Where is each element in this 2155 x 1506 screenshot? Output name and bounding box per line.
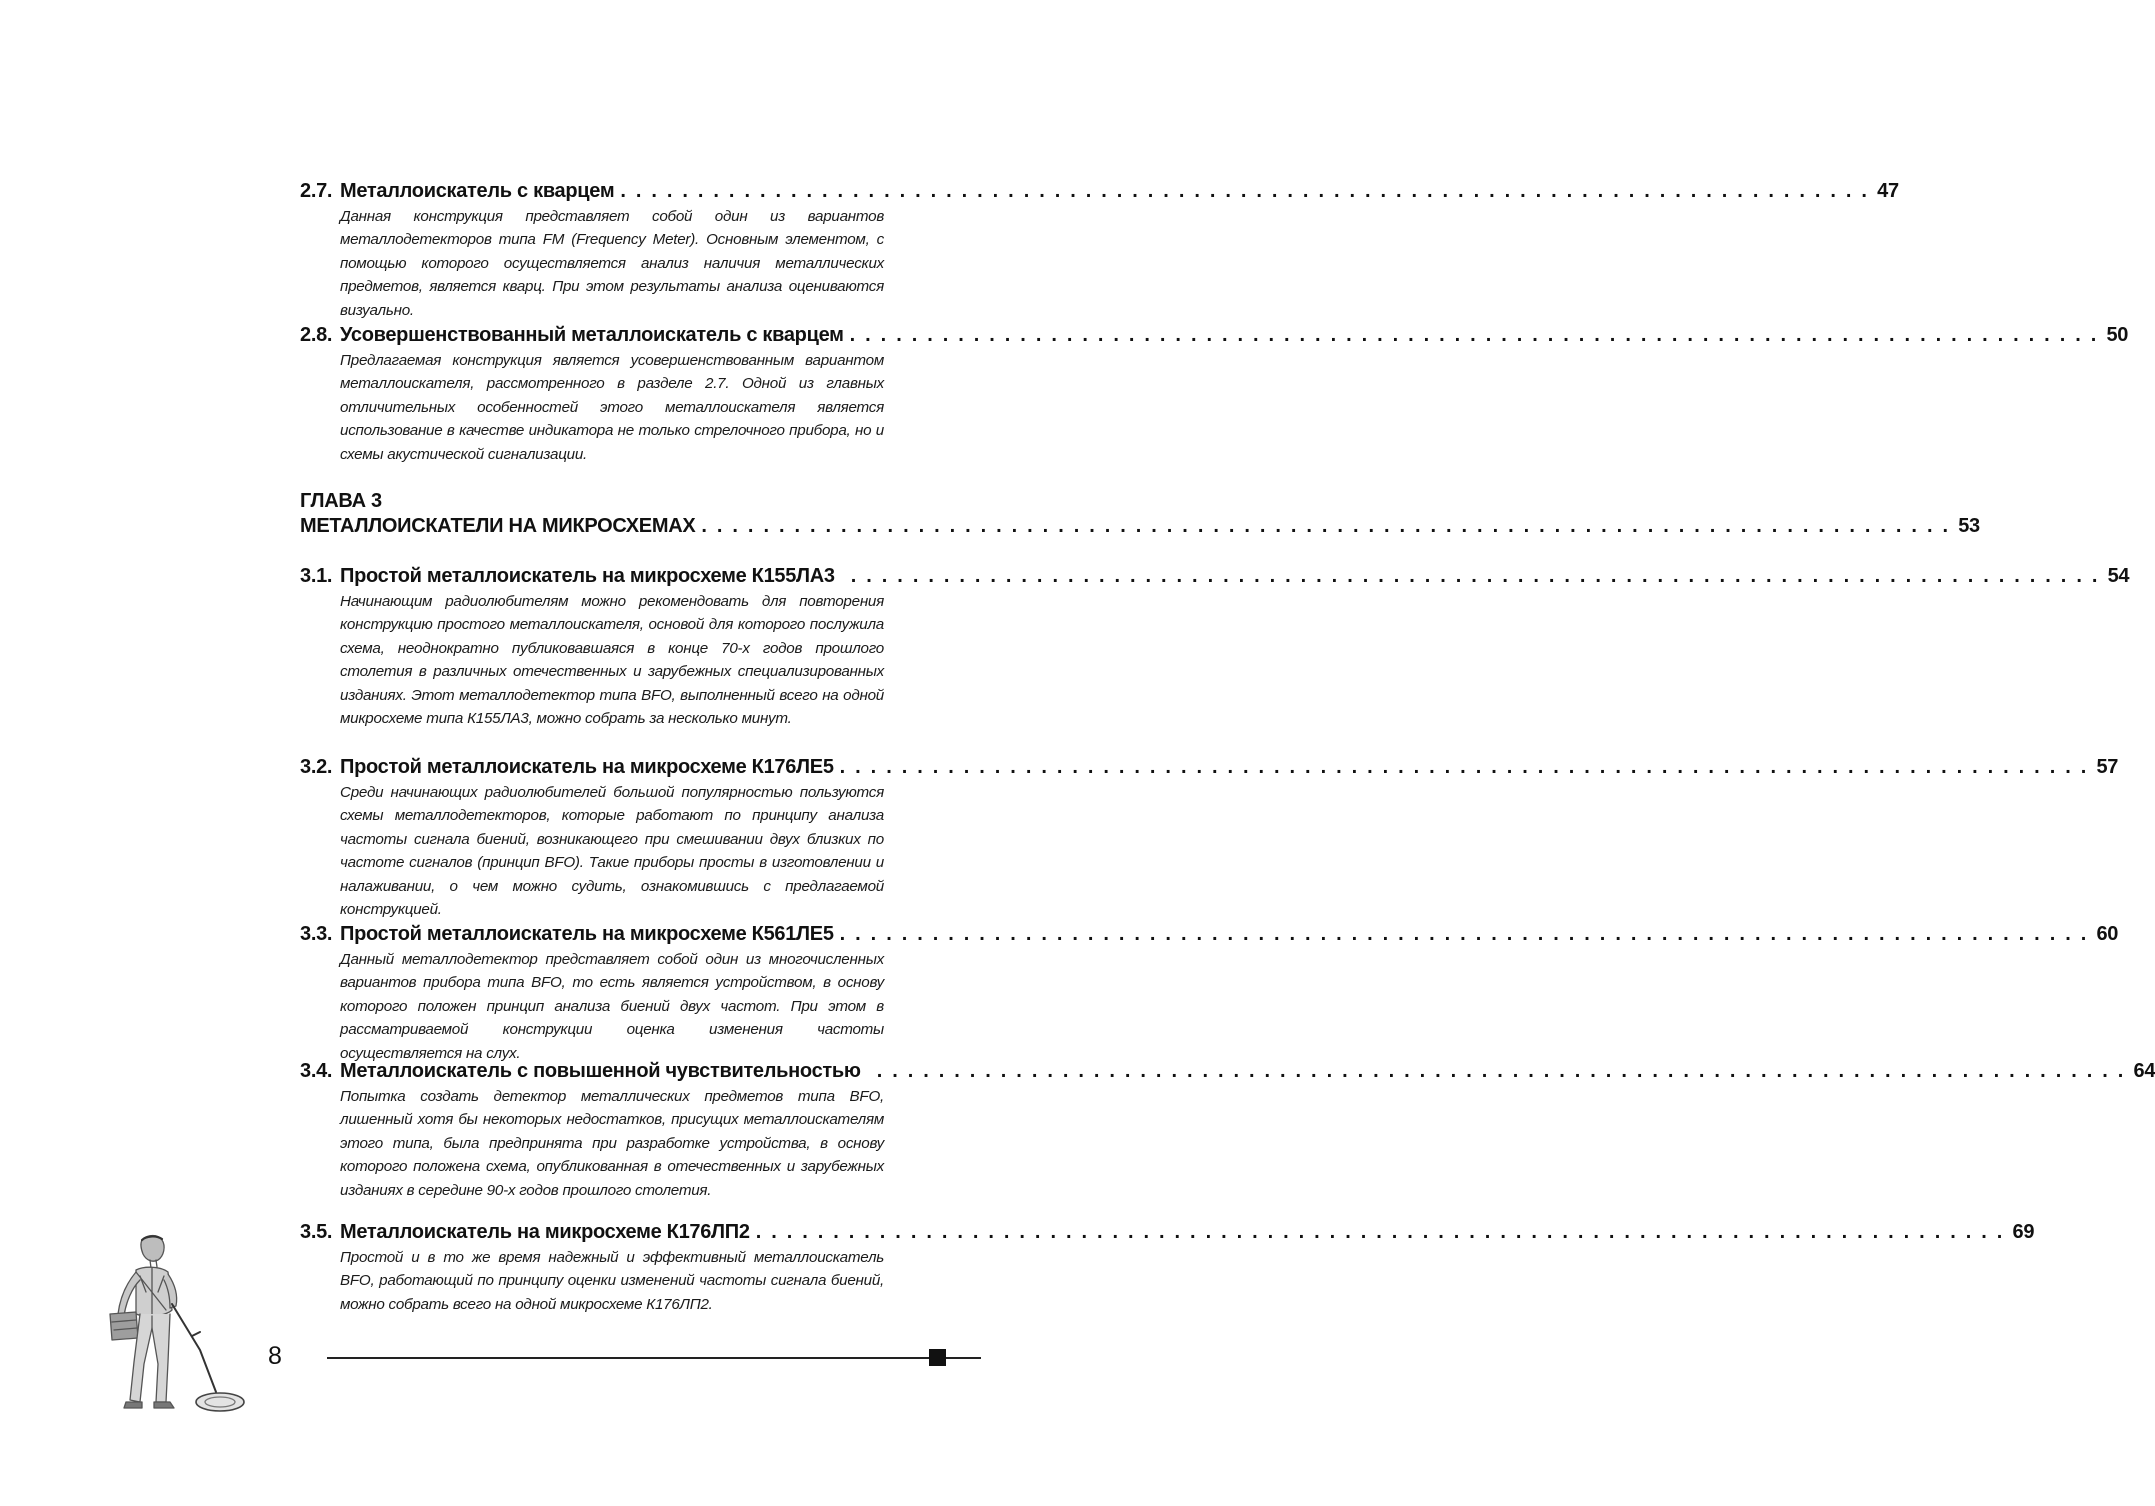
metal-detector-person-illustration xyxy=(96,1232,276,1422)
section-number: 3.3. xyxy=(300,923,333,945)
section-title: Усовершенствованный металлоискатель с кварцем xyxy=(340,324,844,346)
dot-leader: . . . . . . . . . . . . . . . . . . . . . . . . . . . . . . . . . . . . . . . . . . . . . . . . . . . . . . . . . . . . . . . . . . . . . . . . . . . . . . . . . xyxy=(839,923,2089,945)
page-number: 69 xyxy=(2012,1221,2035,1243)
toc-entry-heading xyxy=(300,1219,2035,1245)
footer-rule xyxy=(327,1357,981,1359)
toc-entry-heading xyxy=(300,563,2130,589)
toc-entry-heading xyxy=(300,1058,2155,1084)
toc-entry-heading xyxy=(300,921,2119,947)
page-number: 64 xyxy=(2133,1060,2155,1082)
toc-entry-heading xyxy=(300,754,2119,780)
chapter-heading xyxy=(300,489,1980,539)
dot-leader: . . . . . . . . . . . . . . . . . . . . . . . . . . . . . . . . . . . . . . . . . . . . . . . . . . . . . . . . . . . . . . . . . . . . . . . . . . . . . . . . . xyxy=(849,324,2099,346)
page-number: 57 xyxy=(2096,756,2119,778)
section-description: Данный металлодетектор представляет собой один из многочисленных вариантов прибора типа BFO, то есть является устройством, в основу которого положен принцип анализа биений двух частот. При этом в рассматриваемой конструкции оценка изменения частоты осуществляется на слух. xyxy=(340,951,884,1062)
dot-leader: . . . . . . . . . . . . . . . . . . . . . . . . . . . . . . . . . . . . . . . . . . . . . . . . . . . . . . . . . . . . . . . . . . . . . . . . . . . . . . . . . xyxy=(755,1221,2005,1243)
section-title: Простой металлоискатель на микросхеме К561ЛЕ5 xyxy=(340,923,834,945)
page-number-footer: 8 xyxy=(268,1342,282,1370)
section-description: Начинающим радиолюбителям можно рекомендовать для повторения конструкцию простого металлоискателя, основой для которого послужила схема, неоднократно публиковавшаяся в конце 70-х годов прошлого столетия в различных отечественных и зарубежных специализированных изданиях. Этот металлодетектор типа BFO, выполненный всего на одной микросхеме типа К155ЛА3, можно собрать за несколько минут. xyxy=(340,593,884,728)
section-description: Среди начинающих радиолюбителей большой популярностью пользуются схемы металлодетекторов, которые работают по принципу анализа частоты сигнала биений, возникающего при смешивании двух близких по частоте сигналов (принцип BFO). Такие приборы просты в изготовлении и налаживании, о чем можно судить, ознакомившись с предлагаемой конструкцией. xyxy=(340,784,884,919)
section-title: Металлоискатель с кварцем xyxy=(340,180,615,202)
page-number: 60 xyxy=(2096,923,2119,945)
section-number: 2.7. xyxy=(300,180,333,202)
footer-square-marker xyxy=(929,1349,946,1366)
section-number: 3.5. xyxy=(300,1221,333,1243)
section-number: 3.1. xyxy=(300,565,333,587)
chapter-label: ГЛАВА 3 xyxy=(300,490,382,512)
toc-entry-3-3 xyxy=(300,921,2119,1065)
toc-entry-heading xyxy=(300,178,1899,204)
dot-leader: . . . . . . . . . . . . . . . . . . . . . . . . . . . . . . . . . . . . . . . . . . . . . . . . . . . . . . . . . . . . . . . . . . . . . . . . . . . . . . . . . xyxy=(620,180,1870,202)
dot-leader: . . . . . . . . . . . . . . . . . . . . . . . . . . . . . . . . . . . . . . . . . . . . . . . . . . . . . . . . . . . . . . . . . . . . . . . . . . . . . . . . . xyxy=(850,565,2100,587)
page-number: 50 xyxy=(2106,324,2129,346)
toc-entry-2-8 xyxy=(300,322,2129,466)
section-title: Простой металлоискатель на микросхеме К176ЛЕ5 xyxy=(340,756,834,778)
chapter-title-row xyxy=(300,514,1980,539)
dot-leader: . . . . . . . . . . . . . . . . . . . . . . . . . . . . . . . . . . . . . . . . . . . . . . . . . . . . . . . . . . . . . . . . . . . . . . . . . . . . . . . . . xyxy=(701,515,1951,537)
section-number: 3.2. xyxy=(300,756,333,778)
toc-entry-heading xyxy=(300,322,2129,348)
page-number: 53 xyxy=(1958,515,1980,537)
section-title: Металлоискатель с повышенной чувствительностью xyxy=(340,1060,861,1082)
section-description: Попытка создать детектор металлических предметов типа BFO, лишенный хотя бы некоторых недостатков, присущих металлоискателям этого типа, была предпринята при разработке устройства, в основу которого положена схема, опубликованная в отечественных и зарубежных изданиях в середине 90-х годов прошлого столетия. xyxy=(340,1088,884,1199)
toc-entry-3-4 xyxy=(300,1058,2155,1202)
page-number: 47 xyxy=(1877,180,1899,202)
chapter-title: МЕТАЛЛОИСКАТЕЛИ НА МИКРОСХЕМАХ xyxy=(300,515,696,537)
section-number: 2.8. xyxy=(300,324,333,346)
toc-entry-3-1 xyxy=(300,563,2130,730)
page-number: 54 xyxy=(2107,565,2130,587)
toc-entry-2-7 xyxy=(300,178,1899,322)
section-description: Данная конструкция представляет собой один из вариантов металлодетекторов типа FM (Frequency Meter). Основным элементом, с помощью которого осуществляется анализ наличия металлических предметов, является кварц. При этом результаты анализа оцениваются визуально. xyxy=(340,208,884,319)
toc-entry-3-5 xyxy=(300,1219,2035,1316)
section-description: Предлагаемая конструкция является усовершенствованным вариантом металлоискателя, рассмотренного в разделе 2.7. Одной из главных отличительных особенностей этого металлоискателя является использование в качестве индикатора не только стрелочного прибора, но и схемы акустической сигнализации. xyxy=(340,352,884,463)
section-description: Простой и в то же время надежный и эффективный металлоискатель BFO, работающий по принципу оценки изменений частоты сигнала биений, можно собрать всего на одной микросхеме К176ЛП2. xyxy=(340,1249,884,1313)
section-title: Простой металлоискатель на микросхеме К155ЛА3 xyxy=(340,565,835,587)
dot-leader: . . . . . . . . . . . . . . . . . . . . . . . . . . . . . . . . . . . . . . . . . . . . . . . . . . . . . . . . . . . . . . . . . . . . . . . . . . . . . . . . . xyxy=(839,756,2089,778)
dot-leader: . . . . . . . . . . . . . . . . . . . . . . . . . . . . . . . . . . . . . . . . . . . . . . . . . . . . . . . . . . . . . . . . . . . . . . . . . . . . . . . . . xyxy=(876,1060,2126,1082)
section-number: 3.4. xyxy=(300,1060,333,1082)
section-title: Металлоискатель на микросхеме К176ЛП2 xyxy=(340,1221,750,1243)
toc-entry-3-2 xyxy=(300,754,2119,921)
